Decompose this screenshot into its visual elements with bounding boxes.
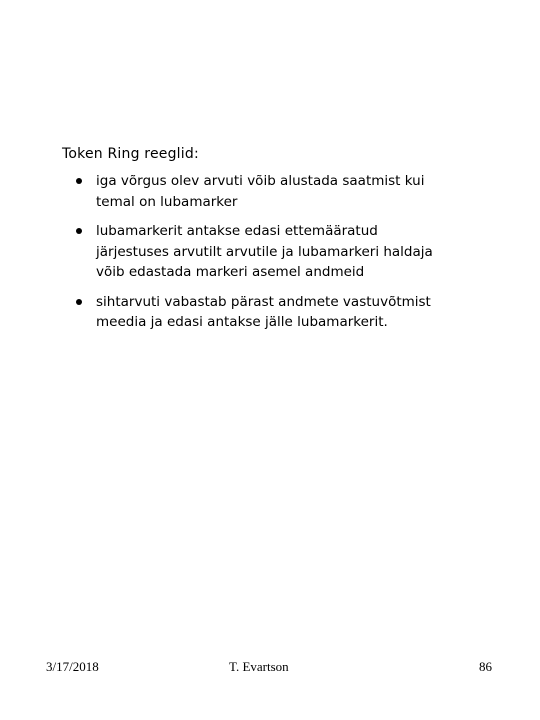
slide-heading: Token Ring reeglid:	[62, 146, 199, 162]
bullet-text: iga võrgus olev arvuti võib alustada saatmist kui temal on lubamarker	[96, 173, 425, 210]
list-item	[70, 292, 450, 333]
bullet-dot-icon	[76, 299, 82, 305]
page-number: 86	[479, 659, 492, 674]
bullet-text: lubamarkerit antakse edasi ettemääratud järjestuses arvutilt arvutile ja lubamarkeri haldaja võib edastada markeri asemel andmeid	[96, 223, 433, 280]
bullet-dot-icon	[76, 178, 82, 184]
footer-date: 3/17/2018	[46, 659, 99, 674]
bullet-dot-icon	[76, 228, 82, 234]
bullet-list	[70, 171, 450, 342]
list-item	[70, 171, 450, 212]
footer-author: T. Evartson	[229, 659, 289, 674]
list-item	[70, 221, 450, 283]
bullet-text: sihtarvuti vabastab pärast andmete vastuvõtmist meedia ja edasi antakse jälle lubamarkerit.	[96, 293, 431, 330]
